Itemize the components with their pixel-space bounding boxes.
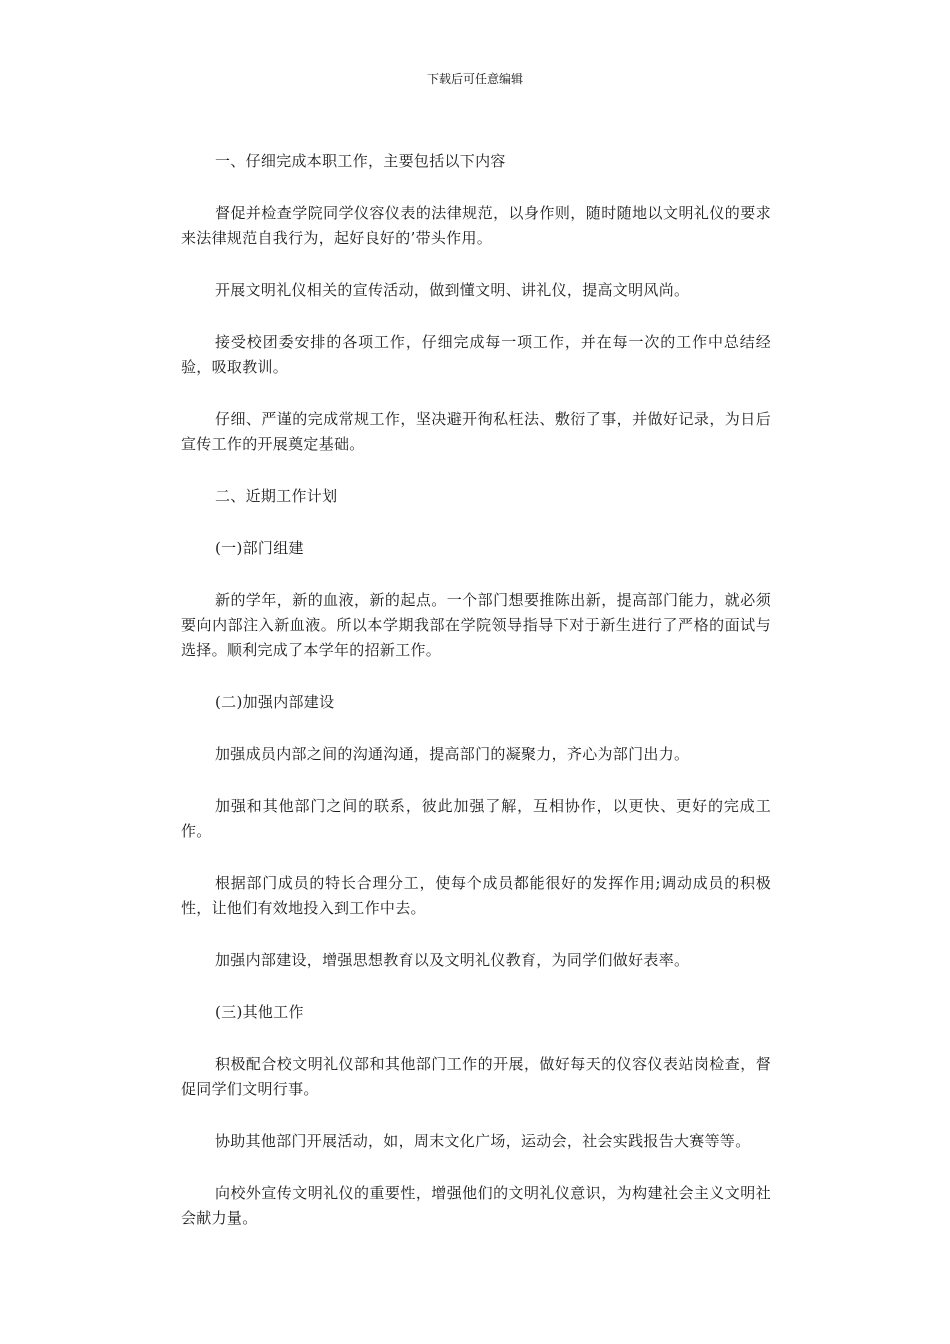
subsection-heading: (三)其他工作	[215, 1003, 304, 1021]
page-header-note: 下载后可任意编辑	[426, 72, 523, 86]
subsection-heading: (一)部门组建	[215, 539, 304, 557]
body-paragraph: 新的学年，新的血液，新的起点。一个部门想要推陈出新，提高部门能力，就必须要向内部注入新血液。所以本学期我部在学院领导指导下对于新生进行了严格的面试与选择。顺利完成了本学年的招新工作。	[181, 591, 771, 659]
body-paragraph: 加强和其他部门之间的联系，彼此加强了解，互相协作，以更快、更好的完成工作。	[181, 797, 771, 840]
body-paragraph: 仔细、严谨的完成常规工作，坚决避开徇私枉法、敷衍了事，并做好记录，为日后宣传工作的开展奠定基础。	[181, 410, 771, 453]
body-paragraph: 督促并检查学院同学仪容仪表的法律规范，以身作则，随时随地以文明礼仪的要求来法律规范自我行为，起好良好的’带头作用。	[181, 204, 771, 247]
body-paragraph: 加强成员内部之间的沟通沟通，提高部门的凝聚力，齐心为部门出力。	[215, 745, 690, 763]
body-paragraph: 接受校团委安排的各项工作，仔细完成每一项工作，并在每一次的工作中总结经验，吸取教训。	[181, 333, 771, 376]
section-heading: 二、近期工作计划	[215, 487, 338, 505]
section-heading: 一、仔细完成本职工作，主要包括以下内容	[215, 152, 506, 170]
subsection-heading: (二)加强内部建设	[215, 693, 335, 711]
body-paragraph: 根据部门成员的特长合理分工，使每个成员都能很好的发挥作用;调动成员的积极性，让他们有效地投入到工作中去。	[181, 874, 771, 917]
body-paragraph: 开展文明礼仪相关的宣传活动，做到懂文明、讲礼仪，提高文明风尚。	[215, 281, 690, 299]
body-paragraph: 向校外宣传文明礼仪的重要性，增强他们的文明礼仪意识，为构建社会主义文明社会献力量。	[181, 1184, 771, 1227]
document-body	[181, 149, 771, 1258]
body-paragraph: 积极配合校文明礼仪部和其他部门工作的开展，做好每天的仪容仪表站岗检查，督促同学们文明行事。	[181, 1055, 771, 1098]
body-paragraph: 加强内部建设，增强思想教育以及文明礼仪教育，为同学们做好表率。	[215, 951, 690, 969]
body-paragraph: 协助其他部门开展活动，如，周末文化广场，运动会，社会实践报告大赛等等。	[215, 1132, 751, 1150]
